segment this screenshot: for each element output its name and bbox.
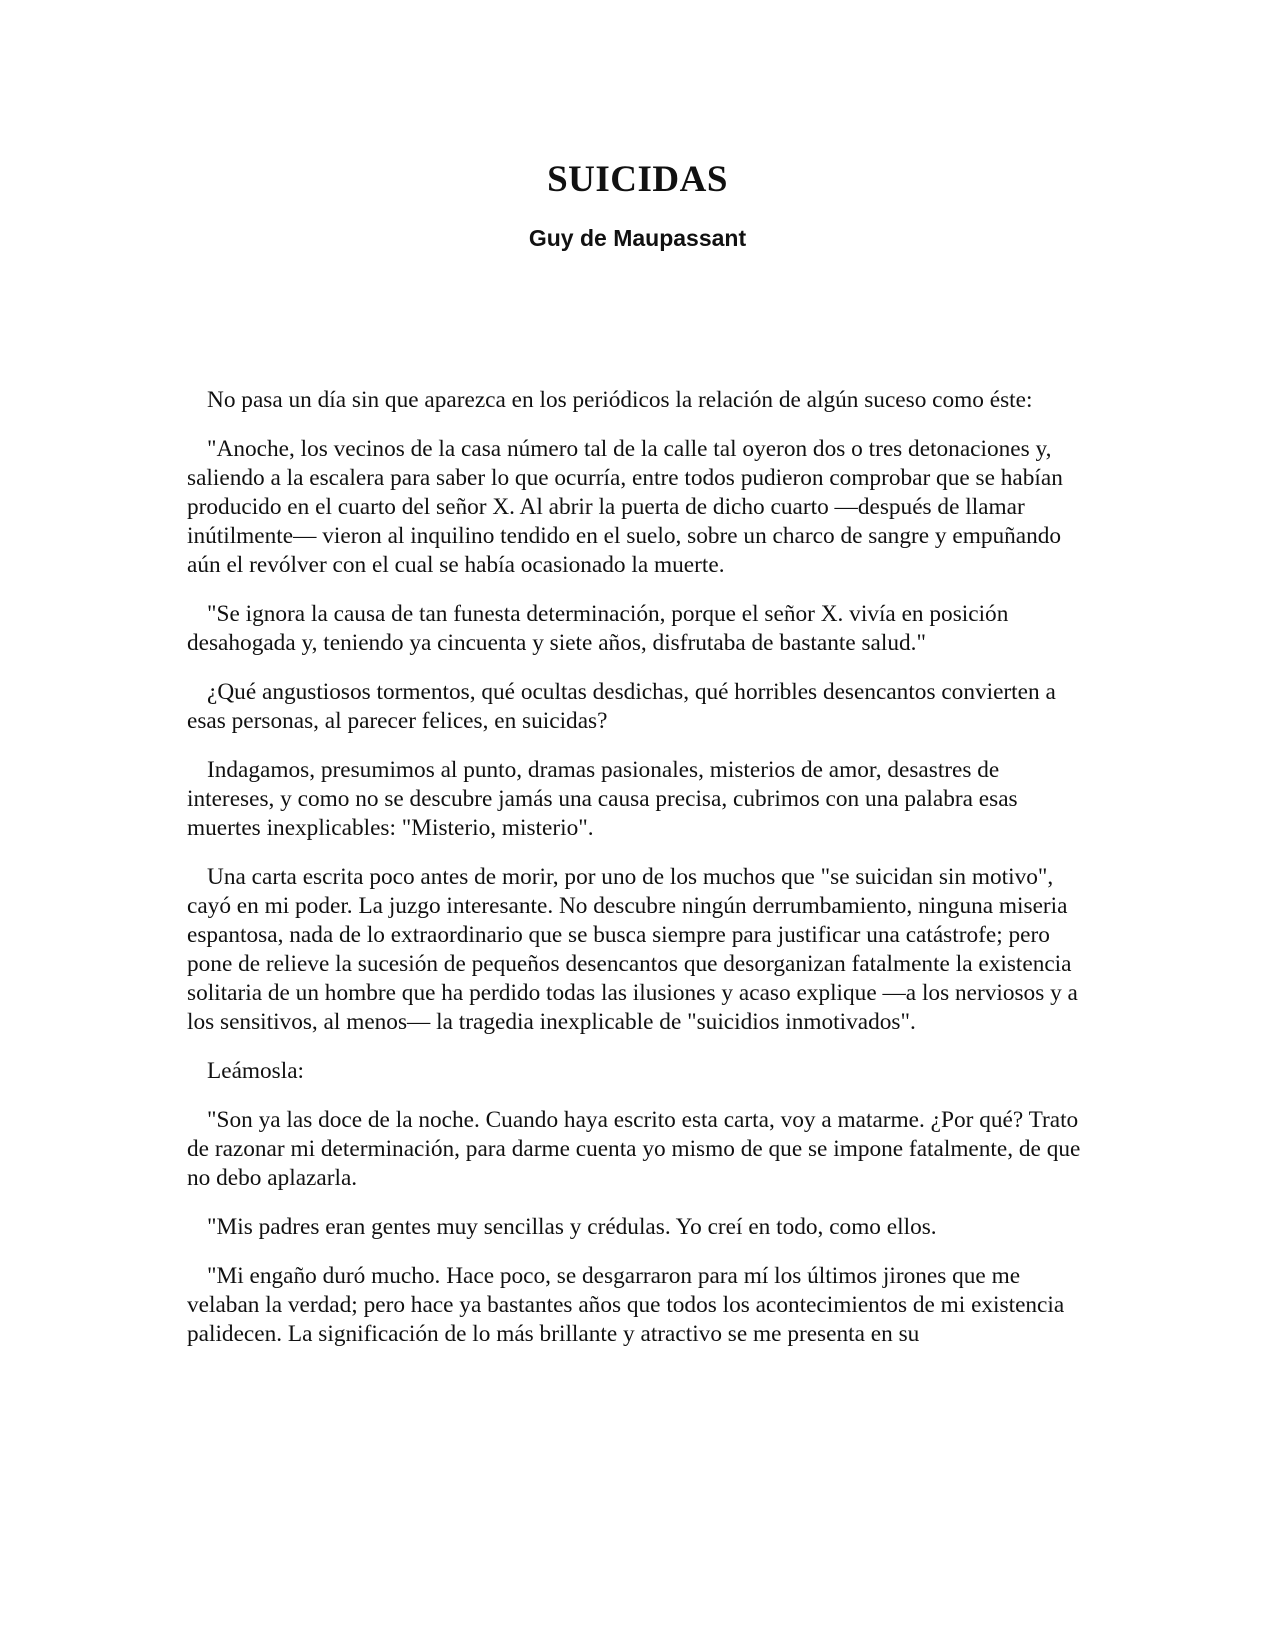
- document-body: [187, 386, 1090, 1369]
- paragraph: ¿Qué angustiosos tormentos, qué ocultas desdichas, qué horribles desencantos convierten a esas personas, al parecer felices, en suicidas?: [187, 679, 1056, 734]
- paragraph: "Anoche, los vecinos de la casa número tal de la calle tal oyeron dos o tres detonaciones y, saliendo a la escalera para saber lo que ocurría, entre todos pudieron comprobar que se habían producido en el cuarto del señor X. Al abrir la puerta de dicho cuarto —después de llamar inútilmente— vieron al inquilino tendido en el suelo, sobre un charco de sangre y empuñando aún el revólver con el cual se había ocasionado la muerte.: [187, 436, 1063, 578]
- paragraph: Una carta escrita poco antes de morir, por uno de los muchos que "se suicidan sin motivo", cayó en mi poder. La juzgo interesante. No descubre ningún derrumbamiento, ninguna miseria espantosa, nada de lo extraordinario que se busca siempre para justificar una catástrofe; pero pone de relieve la sucesión de pequeños desencantos que desorganizan fatalmente la existencia solitaria de un hombre que ha perdido todas las ilusiones y acaso explique —a los nerviosos y a los sensitivos, al menos— la tragedia inexplicable de "suicidios inmotivados".: [187, 864, 1078, 1035]
- paragraph: Indagamos, presumimos al punto, dramas pasionales, misterios de amor, desastres de intereses, y como no se descubre jamás una causa precisa, cubrimos con una palabra esas muertes inexplicables: "Misterio, misterio".: [187, 757, 1018, 841]
- paragraph: "Se ignora la causa de tan funesta determinación, porque el señor X. vivía en posición desahogada y, teniendo ya cincuenta y siete años, disfrutaba de bastante salud.": [187, 601, 1009, 656]
- paragraph: "Mis padres eran gentes muy sencillas y crédulas. Yo creí en todo, como ellos.: [207, 1214, 937, 1240]
- paragraph: No pasa un día sin que aparezca en los periódicos la relación de algún suceso como éste:: [207, 387, 1033, 413]
- paragraph: Leámosla:: [207, 1058, 305, 1084]
- paragraph: "Son ya las doce de la noche. Cuando haya escrito esta carta, voy a matarme. ¿Por qué? Trato de razonar mi determinación, para darme cuenta yo mismo de que se impone fatalmente, de que no debo aplazarla.: [187, 1107, 1081, 1191]
- paragraph: "Mi engaño duró mucho. Hace poco, se desgarraron para mí los últimos jirones que me velaban la verdad; pero hace ya bastantes años que todos los acontecimientos de mi existencia palidecen. La significación de lo más brillante y atractivo se me presenta en su: [187, 1263, 1065, 1347]
- document-title: SUICIDAS: [547, 159, 728, 200]
- document-author: Guy de Maupassant: [528, 225, 747, 251]
